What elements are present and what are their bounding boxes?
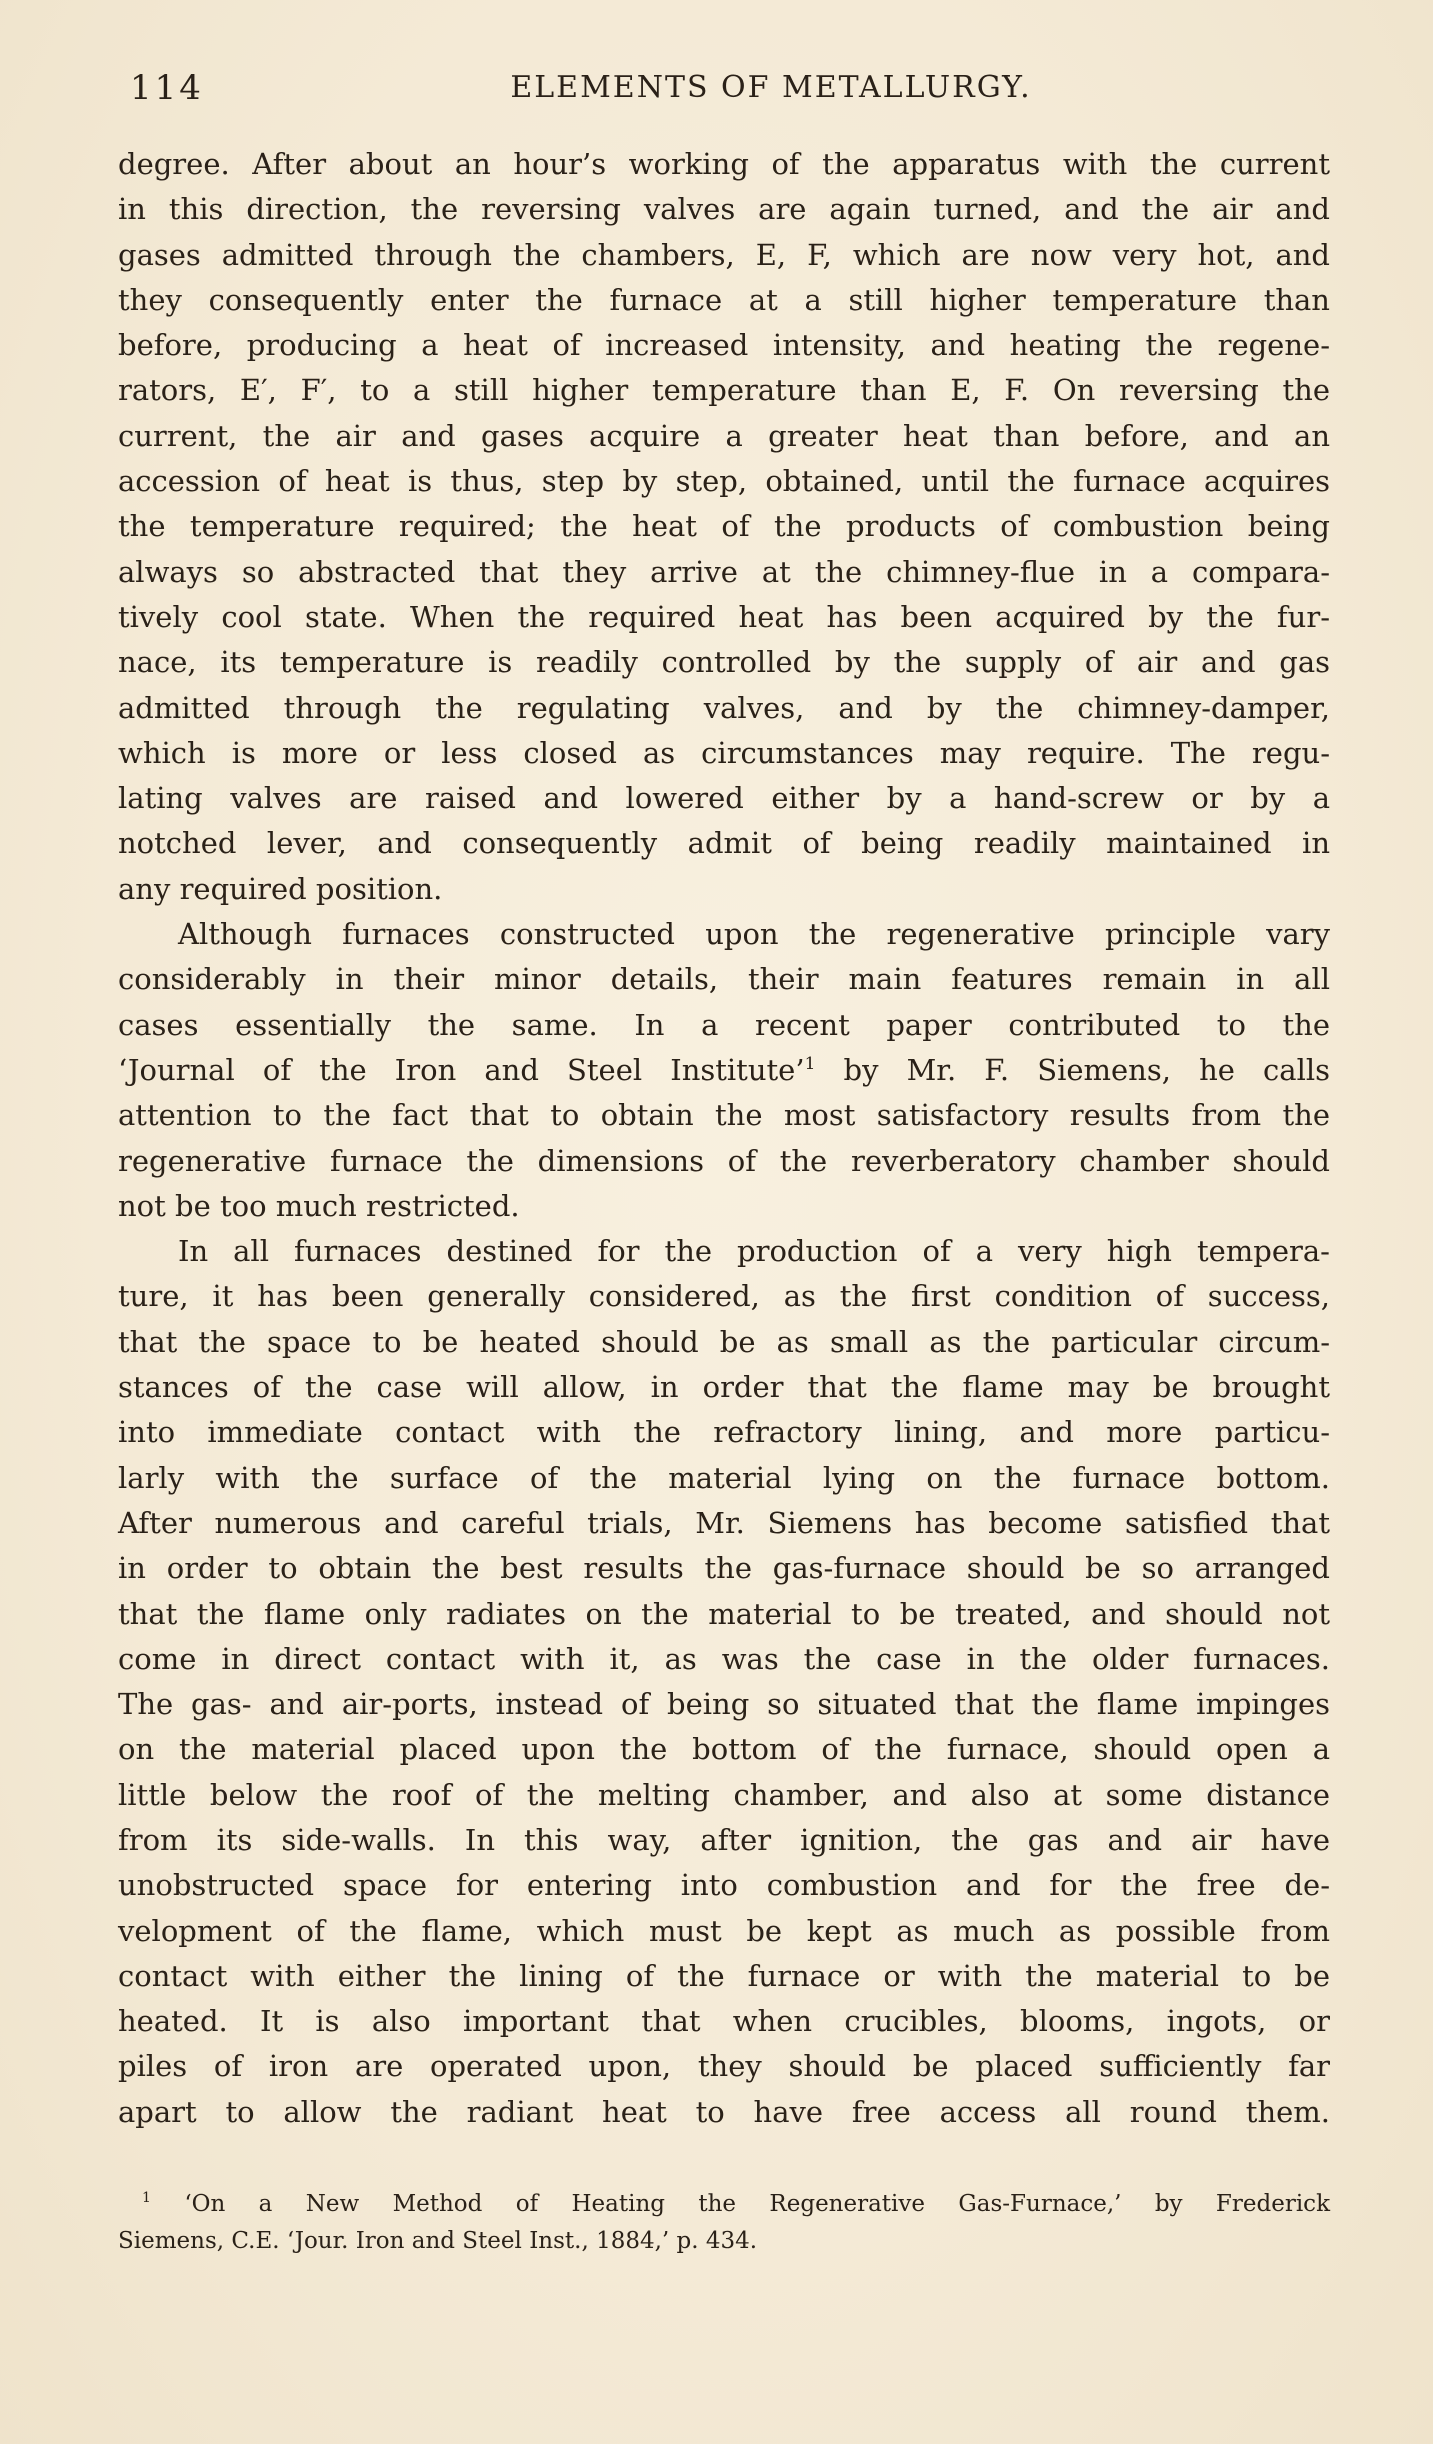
text-line: into immediate contact with the refractory lining, and more particu- xyxy=(118,1415,1330,1450)
text-line: degree. After about an hour’s working of the apparatus with the current xyxy=(118,147,1330,181)
text-line: always so abstracted that they arrive at the chimney-flue in a compara- xyxy=(118,554,1330,589)
text-line: ture, it has been generally considered, as the first condition of success, xyxy=(118,1279,1330,1314)
paragraph-1 xyxy=(118,142,1330,912)
text-line: accession of heat is thus, step by step, obtained, until the furnace acquires xyxy=(118,464,1330,499)
text-line: piles of iron are operated upon, they should be placed sufficiently far xyxy=(118,2049,1330,2084)
page-number: 114 xyxy=(130,68,204,108)
footnote-reference: 1 xyxy=(804,1053,816,1074)
text-line: gases admitted through the chambers, E, F, which are now very hot, and xyxy=(118,237,1330,272)
text-line: cases essentially the same. In a recent paper contributed to the xyxy=(118,1007,1330,1042)
text-line: rators, E′, F′, to a still higher temperature than E, F. On reversing the xyxy=(118,373,1330,408)
text-line: before, producing a heat of increased intensity, and heating the regene- xyxy=(118,328,1330,363)
journal-title-text: ‘Journal of the Iron and Steel Institute’ xyxy=(118,1052,805,1087)
text-continuation: by Mr. F. Siemens, he calls xyxy=(815,1052,1330,1087)
text-line: any required position. xyxy=(118,871,443,906)
text-line: tively cool state. When the required heat has been acquired by the fur- xyxy=(118,599,1330,634)
text-line: not be too much restricted. xyxy=(118,1188,520,1223)
text-line: heated. It is also important that when crucibles, blooms, ingots, or xyxy=(118,2004,1330,2039)
paragraph-3 xyxy=(118,1229,1330,2135)
text-line: in order to obtain the best results the gas-furnace should be so arranged xyxy=(118,1551,1330,1586)
text-line: little below the roof of the melting chamber, and also at some distance xyxy=(118,1777,1330,1812)
text-line: unobstructed space for entering into combustion and for the free de- xyxy=(118,1868,1330,1903)
footnote-line: Siemens, C.E. ‘Jour. Iron and Steel Inst., 1884,’ p. 434. xyxy=(118,2228,758,2254)
text-line-with-footnote-ref xyxy=(118,1048,1330,1093)
footnote xyxy=(118,2186,1330,2260)
text-line: considerably in their minor details, their main features remain in all xyxy=(118,962,1330,997)
text-line: Although furnaces constructed upon the regenerative principle vary xyxy=(178,917,1330,952)
text-line: from its side-walls. In this way, after ignition, the gas and air have xyxy=(118,1822,1330,1857)
text-line: After numerous and careful trials, Mr. Siemens has become satisfied that xyxy=(118,1505,1330,1540)
text-line: that the flame only radiates on the material to be treated, and should not xyxy=(118,1596,1330,1631)
text-line: which is more or less closed as circumstances may require. The regu- xyxy=(118,735,1330,770)
text-line: stances of the case will allow, in order that the flame may be brought xyxy=(118,1370,1330,1405)
text-line: nace, its temperature is readily controlled by the supply of air and gas xyxy=(118,645,1330,680)
text-line: notched lever, and consequently admit of being readily maintained in xyxy=(118,826,1330,861)
text-line: attention to the fact that to obtain the most satisfactory results from the xyxy=(118,1098,1330,1133)
text-line: on the material placed upon the bottom of the furnace, should open a xyxy=(118,1732,1330,1767)
text-line: lating valves are raised and lowered either by a hand-screw or by a xyxy=(118,781,1330,816)
text-line: contact with either the lining of the furnace or with the material to be xyxy=(118,1958,1330,1993)
running-head: ELEMENTS OF METALLURGY. xyxy=(510,70,1032,105)
text-line: The gas- and air-ports, instead of being so situated that the flame impinges xyxy=(118,1687,1330,1722)
text-line: current, the air and gases acquire a greater heat than before, and an xyxy=(118,418,1330,453)
footnote-line xyxy=(118,2186,1330,2223)
paragraph-2 xyxy=(118,912,1330,1229)
text-line: the temperature required; the heat of the products of combustion being xyxy=(118,509,1330,544)
page-header xyxy=(118,68,1334,118)
text-line: velopment of the flame, which must be kept as much as possible from xyxy=(118,1913,1330,1948)
text-line: they consequently enter the furnace at a still higher temperature than xyxy=(118,282,1330,317)
body-text xyxy=(118,142,1330,2135)
text-line: admitted through the regulating valves, and by the chimney-damper, xyxy=(118,690,1330,725)
footnote-text: ‘On a New Method of Heating the Regenerative Gas-Furnace,’ by Frederick xyxy=(184,2191,1331,2217)
text-line: apart to allow the radiant heat to have free access all round them. xyxy=(118,2094,1330,2129)
text-line: larly with the surface of the material lying on the furnace bottom. xyxy=(118,1460,1330,1495)
footnote-marker: 1 xyxy=(142,2190,151,2206)
text-line: come in direct contact with it, as was the case in the older furnaces. xyxy=(118,1641,1330,1676)
text-line: that the space to be heated should be as small as the particular circum- xyxy=(118,1324,1330,1359)
text-line: In all furnaces destined for the production of a very high tempera- xyxy=(178,1234,1330,1269)
text-line: in this direction, the reversing valves are again turned, and the air and xyxy=(118,192,1330,227)
text-line: regenerative furnace the dimensions of the reverberatory chamber should xyxy=(118,1143,1330,1178)
